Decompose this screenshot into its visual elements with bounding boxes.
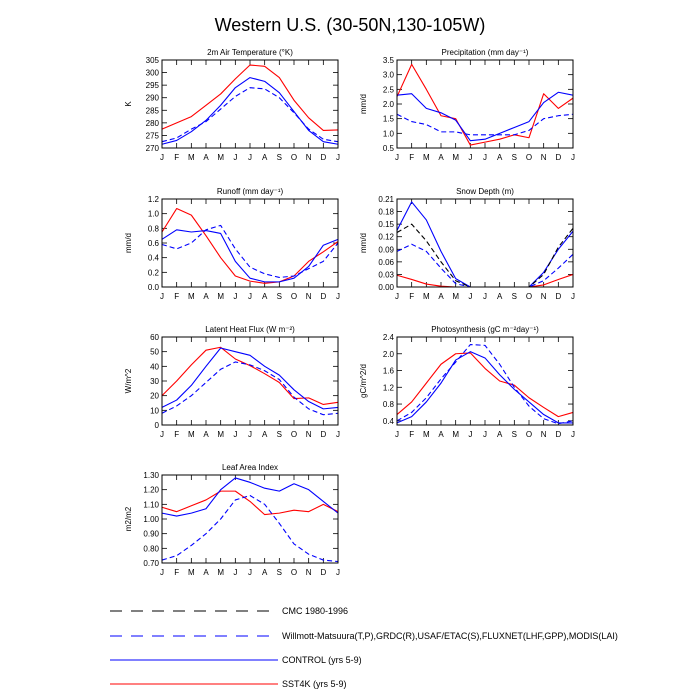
y-tick-label: 1.00 <box>143 515 159 524</box>
y-tick-label: 290 <box>145 93 159 103</box>
y-tick-label: 0.18 <box>378 207 394 217</box>
x-tick-label: S <box>276 430 283 439</box>
panel-runoff-mm-day <box>124 187 340 301</box>
x-tick-label: J <box>248 292 252 301</box>
x-tick-label: O <box>290 292 298 301</box>
x-tick-label: M <box>217 568 225 577</box>
x-tick-label: O <box>290 430 298 439</box>
x-tick-label: J <box>248 153 252 162</box>
y-tick-label: 10 <box>150 406 159 416</box>
y-tick-label: 0.15 <box>378 220 394 230</box>
panel-title: Runoff (mm day⁻¹) <box>216 187 284 196</box>
x-tick-label: N <box>305 292 312 301</box>
x-tick-label: S <box>276 153 283 162</box>
panel-2m-air-temperature-k <box>124 48 340 162</box>
x-tick-label: A <box>496 153 503 162</box>
x-tick-label: J <box>468 292 473 301</box>
x-tick-label: F <box>409 153 415 162</box>
y-tick-label: 60 <box>150 333 159 342</box>
plot-frame <box>162 60 338 148</box>
series-line-sst4k-yrs-5-9 <box>162 491 338 514</box>
x-tick-label: N <box>305 153 312 162</box>
x-tick-label: F <box>174 568 180 577</box>
x-tick-label: D <box>320 292 327 301</box>
series-line-sst4k-yrs-5-9 <box>162 65 338 130</box>
x-tick-label: A <box>203 430 209 439</box>
x-tick-label: J <box>233 153 238 162</box>
x-tick-label: A <box>496 292 503 301</box>
y-tick-label: 1.30 <box>143 471 159 480</box>
x-tick-label: O <box>525 292 533 301</box>
x-tick-label: J <box>160 568 164 577</box>
x-tick-label: O <box>525 153 533 162</box>
plot-frame <box>162 199 338 287</box>
series-line-willmott-matsuura-t-p-grdc-r-usaf-etac-s <box>162 225 338 277</box>
y-tick-label: 1.2 <box>147 195 159 204</box>
x-tick-label: S <box>511 292 518 301</box>
plot-frame <box>162 475 338 563</box>
y-tick-label: 0.0 <box>147 283 159 292</box>
y-axis-label: mm/d <box>359 94 368 114</box>
x-tick-label: M <box>217 153 225 162</box>
x-tick-label: A <box>203 153 209 162</box>
x-tick-label: J <box>395 430 399 439</box>
y-tick-label: 1.5 <box>382 114 394 124</box>
y-tick-label: 2.4 <box>382 333 394 342</box>
x-tick-label: F <box>174 153 180 162</box>
x-tick-label: J <box>395 153 399 162</box>
y-tick-label: 0.6 <box>147 239 159 248</box>
y-tick-label: 0.12 <box>378 232 394 242</box>
y-tick-label: 2.5 <box>382 85 394 95</box>
x-tick-label: A <box>438 292 444 301</box>
x-tick-label: J <box>571 430 575 439</box>
y-tick-label: 300 <box>145 68 159 78</box>
x-tick-label: J <box>468 430 473 439</box>
y-tick-label: 2.0 <box>382 349 394 359</box>
panel-snow-depth-m <box>359 187 575 301</box>
y-tick-label: 3.0 <box>382 70 394 80</box>
y-tick-label: 50 <box>150 347 159 357</box>
x-tick-label: J <box>336 568 340 577</box>
y-tick-label: 0.00 <box>378 283 394 292</box>
panel-title: Snow Depth (m) <box>456 187 514 196</box>
y-tick-label: 275 <box>145 131 159 141</box>
y-tick-label: 0.5 <box>382 144 394 153</box>
chart-panels <box>124 48 575 577</box>
y-tick-label: 0.09 <box>378 245 394 255</box>
x-tick-label: M <box>217 430 225 439</box>
x-tick-label: M <box>422 153 430 162</box>
y-tick-label: 20 <box>150 391 159 401</box>
x-tick-label: J <box>395 292 399 301</box>
series-line-willmott-matsuura-t-p-grdc-r-usaf-etac-s <box>397 244 573 287</box>
x-tick-label: J <box>160 292 164 301</box>
y-tick-label: 280 <box>145 118 159 128</box>
y-tick-label: 1.6 <box>382 366 394 376</box>
x-tick-label: S <box>276 292 283 301</box>
x-tick-label: A <box>261 430 268 439</box>
legend <box>110 606 618 689</box>
x-tick-label: J <box>336 292 340 301</box>
y-tick-label: 295 <box>145 81 159 91</box>
x-tick-label: A <box>261 568 268 577</box>
y-tick-label: 2.0 <box>382 100 394 109</box>
x-tick-label: O <box>290 568 298 577</box>
x-tick-label: F <box>409 430 415 439</box>
y-tick-label: 0.8 <box>382 400 394 410</box>
x-tick-label: F <box>409 292 415 301</box>
plot-frame <box>397 199 573 287</box>
y-tick-label: 270 <box>145 144 159 153</box>
plot-frame <box>162 337 338 425</box>
x-tick-label: J <box>336 430 340 439</box>
x-tick-label: M <box>217 292 225 301</box>
x-tick-label: A <box>438 153 444 162</box>
x-tick-label: A <box>261 292 268 301</box>
panel-title: 2m Air Temperature (°K) <box>207 48 293 57</box>
x-tick-label: J <box>483 153 487 162</box>
y-tick-label: 40 <box>150 362 159 372</box>
x-tick-label: S <box>276 568 283 577</box>
panel-latent-heat-flux-w-m <box>124 325 340 439</box>
x-tick-label: J <box>233 430 238 439</box>
y-tick-label: 1.2 <box>382 383 394 393</box>
y-tick-label: 305 <box>145 56 159 65</box>
y-tick-label: 0 <box>154 421 159 430</box>
series-line-willmott-matsuura-t-p-grdc-r-usaf-etac-s <box>397 345 573 424</box>
x-tick-label: N <box>305 568 312 577</box>
x-tick-label: J <box>468 153 473 162</box>
x-tick-label: M <box>187 430 195 439</box>
x-tick-label: M <box>452 292 460 301</box>
x-tick-label: A <box>203 568 209 577</box>
y-tick-label: 0.80 <box>143 544 159 554</box>
y-tick-label: 1.0 <box>382 129 394 139</box>
y-tick-label: 285 <box>145 106 159 116</box>
x-tick-label: A <box>261 153 268 162</box>
y-tick-label: 1.20 <box>143 485 159 495</box>
x-tick-label: J <box>571 292 575 301</box>
series-line-control-yrs-5-9 <box>397 92 573 140</box>
x-tick-label: O <box>525 430 533 439</box>
panel-title: Photosynthesis (gC m⁻²day⁻¹) <box>431 325 539 334</box>
x-tick-label: S <box>511 430 518 439</box>
y-axis-label: m2/m2 <box>124 506 133 532</box>
series-line-willmott-matsuura-t-p-grdc-r-usaf-etac-s <box>397 114 573 135</box>
y-tick-label: 0.03 <box>378 270 394 280</box>
y-axis-label: mm/d <box>124 233 133 253</box>
x-tick-label: N <box>540 430 547 439</box>
x-tick-label: D <box>320 568 327 577</box>
legend-item <box>110 606 348 616</box>
x-tick-label: M <box>452 153 460 162</box>
x-tick-label: D <box>555 153 562 162</box>
x-tick-label: N <box>540 292 547 301</box>
x-tick-label: M <box>422 292 430 301</box>
y-axis-label: gC/m^2/d <box>359 364 368 398</box>
panel-leaf-area-index <box>124 463 340 577</box>
y-tick-label: 0.8 <box>147 224 159 234</box>
series-line-willmott-matsuura-t-p-grdc-r-usaf-etac-s <box>162 496 338 562</box>
y-tick-label: 3.5 <box>382 56 394 65</box>
y-tick-label: 0.4 <box>382 416 394 426</box>
legend-item <box>110 655 362 665</box>
x-tick-label: J <box>248 568 252 577</box>
x-tick-label: J <box>233 292 238 301</box>
panel-title: Latent Heat Flux (W m⁻²) <box>205 325 295 334</box>
series-line-control-yrs-5-9 <box>397 202 573 287</box>
x-tick-label: M <box>187 568 195 577</box>
y-tick-label: 0.06 <box>378 257 394 267</box>
x-tick-label: N <box>305 430 312 439</box>
x-tick-label: J <box>160 430 164 439</box>
x-tick-label: M <box>422 430 430 439</box>
x-tick-label: O <box>290 153 298 162</box>
panel-precipitation-mm-day <box>359 48 575 162</box>
legend-label: CMC 1980-1996 <box>282 606 349 616</box>
panel-title: Leaf Area Index <box>221 463 279 472</box>
legend-item <box>110 679 347 689</box>
x-tick-label: J <box>336 153 340 162</box>
x-tick-label: N <box>540 153 547 162</box>
y-tick-label: 30 <box>150 377 159 386</box>
plot-frame <box>397 337 573 425</box>
x-tick-label: A <box>438 430 444 439</box>
y-tick-label: 0.70 <box>143 559 159 568</box>
x-tick-label: J <box>571 153 575 162</box>
x-tick-label: J <box>248 430 252 439</box>
legend-item <box>110 631 618 641</box>
y-tick-label: 1.0 <box>147 209 159 219</box>
series-line-control-yrs-5-9 <box>162 230 338 282</box>
x-tick-label: M <box>187 153 195 162</box>
y-axis-label: K <box>124 101 133 107</box>
panel-photosynthesis-gc-m-day <box>359 325 575 439</box>
y-tick-label: 0.90 <box>143 529 159 539</box>
y-tick-label: 1.10 <box>143 500 159 510</box>
legend-label: CONTROL (yrs 5-9) <box>282 655 362 665</box>
y-tick-label: 0.21 <box>378 195 394 204</box>
x-tick-label: A <box>496 430 503 439</box>
panel-title: Precipitation (mm day⁻¹) <box>441 48 529 57</box>
x-tick-label: S <box>511 153 518 162</box>
x-tick-label: M <box>187 292 195 301</box>
x-tick-label: A <box>203 292 209 301</box>
x-tick-label: F <box>174 292 180 301</box>
x-tick-label: D <box>320 153 327 162</box>
x-tick-label: D <box>320 430 327 439</box>
x-tick-label: J <box>160 153 164 162</box>
x-tick-label: J <box>483 430 487 439</box>
x-tick-label: D <box>555 430 562 439</box>
legend-label: Willmott-Matsuura(T,P),GRDC(R),USAF/ETAC(S),FLUXNET(LHF,GPP),MODIS(LAI) <box>282 631 618 641</box>
page-title: Western U.S. (30-50N,130-105W) <box>214 15 486 35</box>
x-tick-label: F <box>174 430 180 439</box>
series-line-sst4k-yrs-5-9 <box>397 353 573 417</box>
y-axis-label: W/m^2 <box>124 368 133 394</box>
y-tick-label: 0.2 <box>147 268 159 278</box>
series-line-sst4k-yrs-5-9 <box>162 209 338 284</box>
x-tick-label: J <box>233 568 238 577</box>
x-tick-label: D <box>555 292 562 301</box>
y-tick-label: 0.4 <box>147 253 159 263</box>
x-tick-label: J <box>483 292 487 301</box>
y-axis-label: mm/d <box>359 233 368 253</box>
legend-label: SST4K (yrs 5-9) <box>282 679 347 689</box>
x-tick-label: M <box>452 430 460 439</box>
